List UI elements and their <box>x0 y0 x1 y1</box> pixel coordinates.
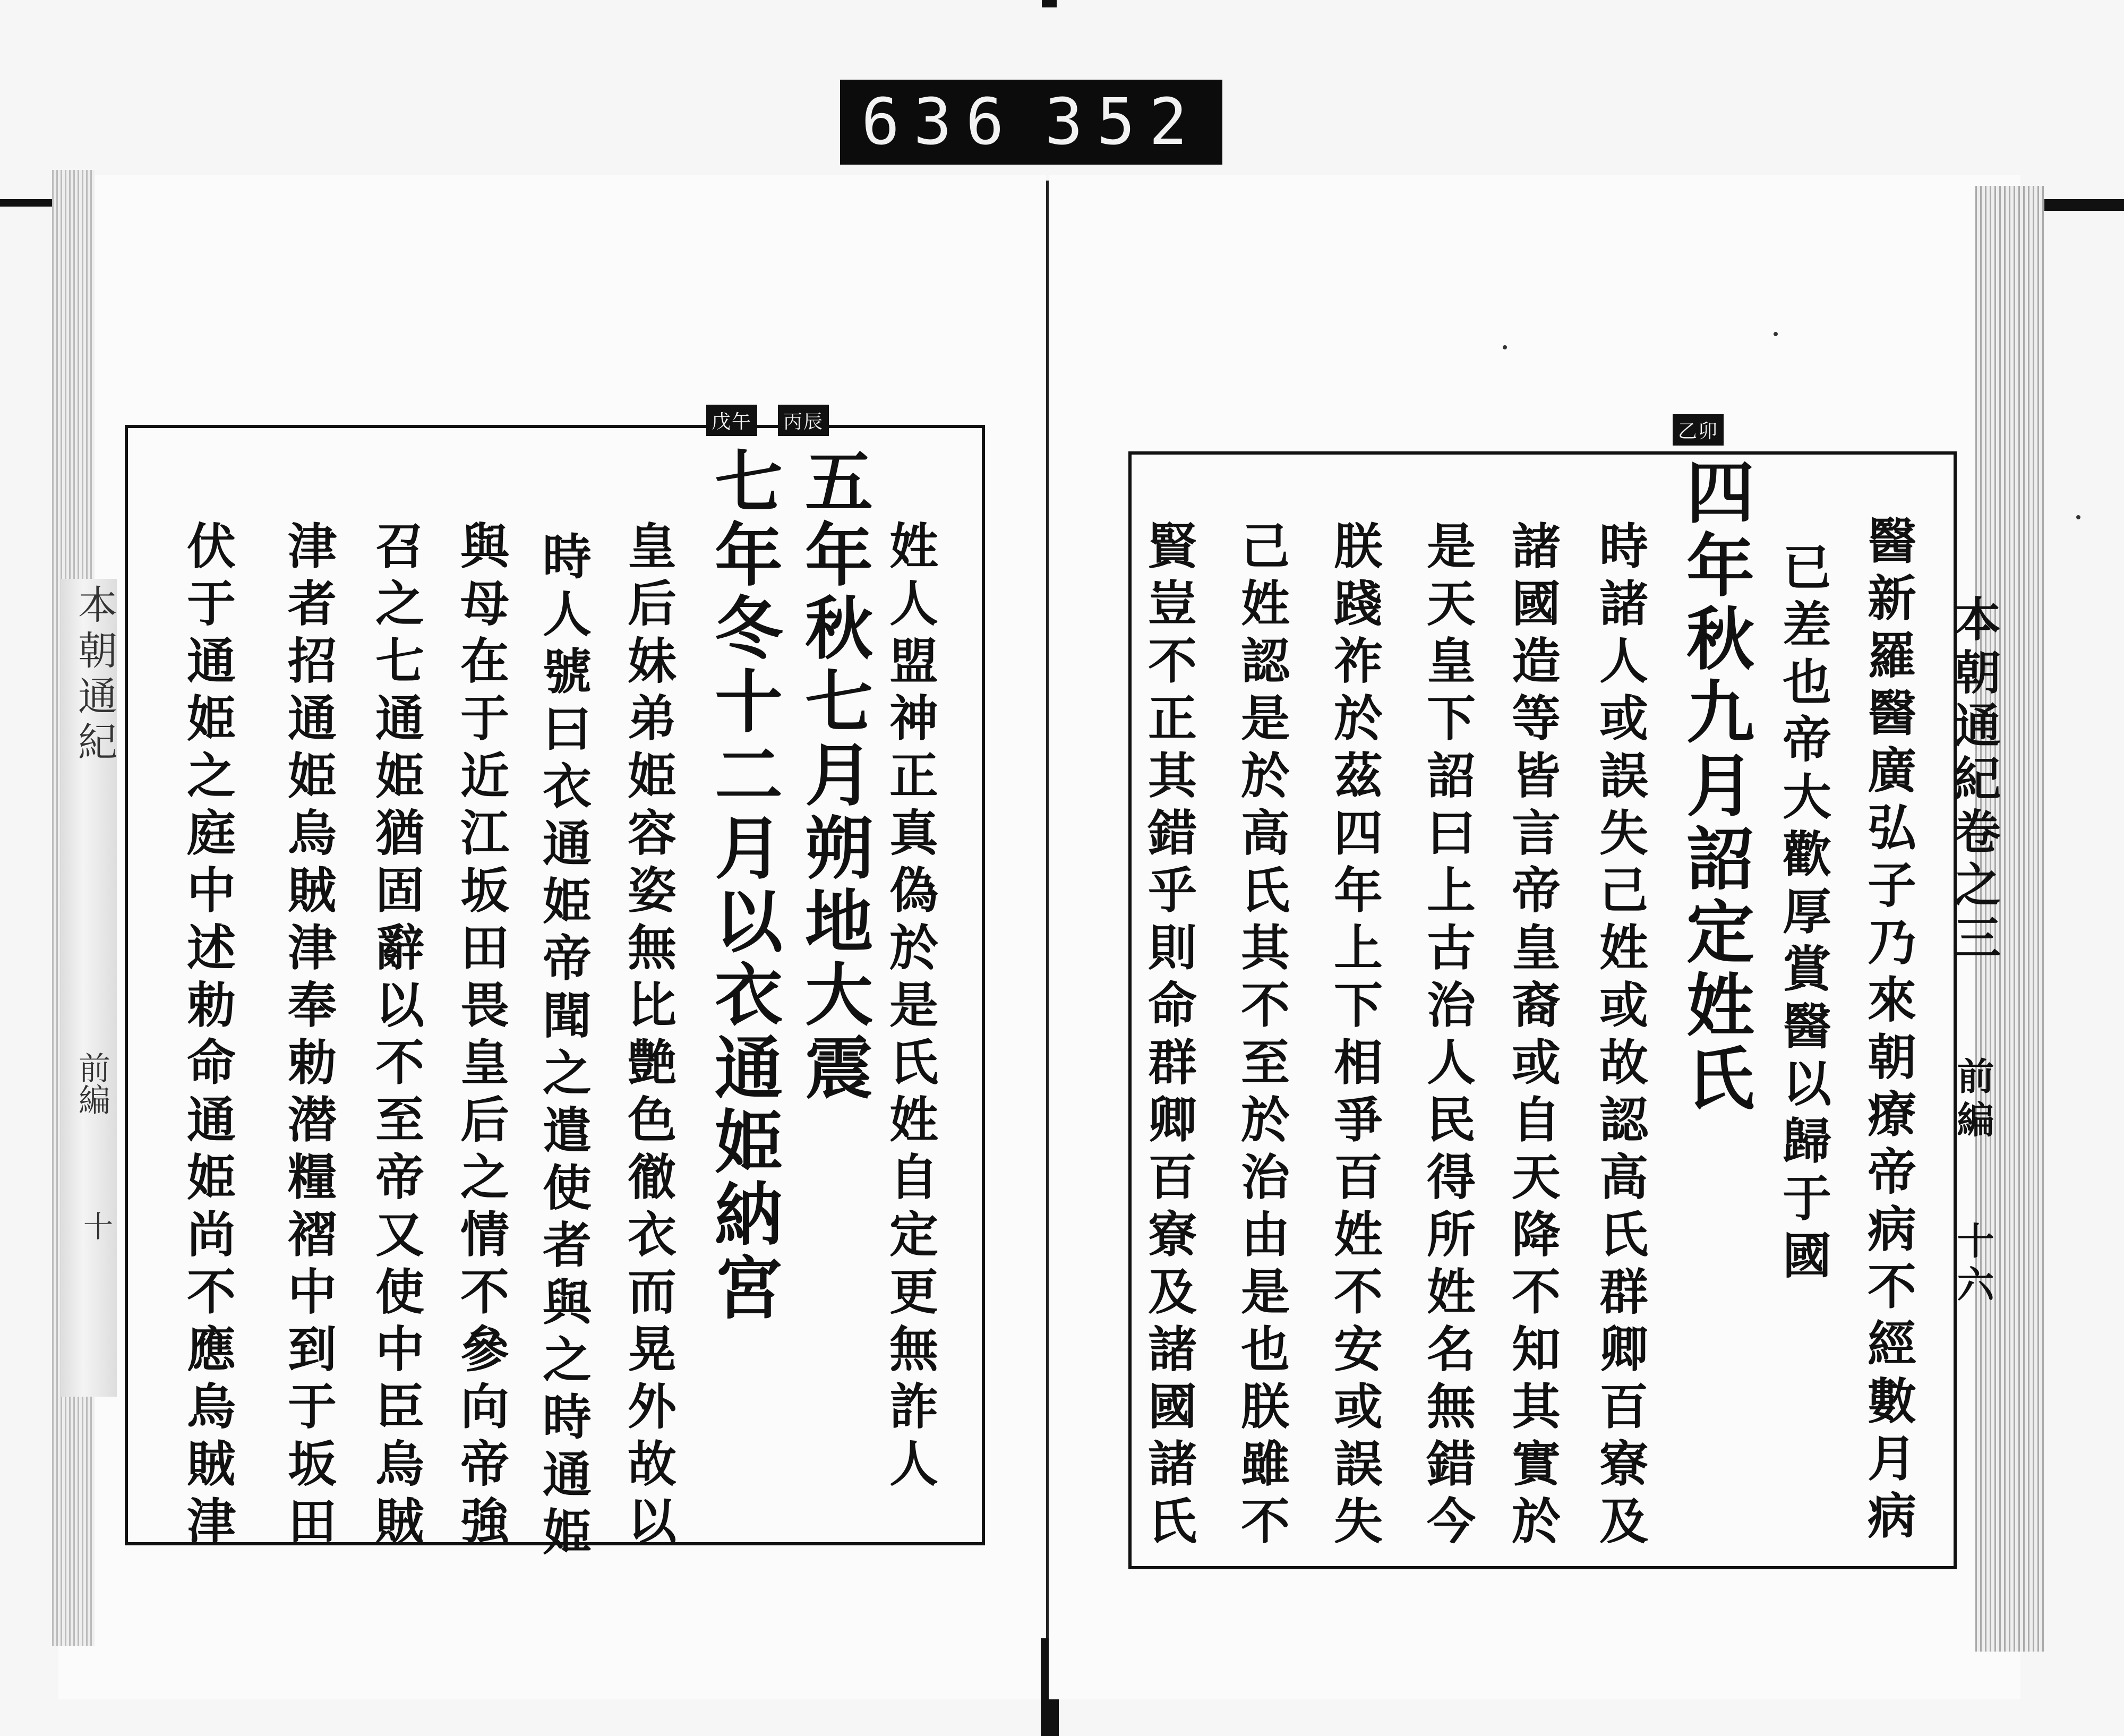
text-column: 時諸人或誤失己姓或故認高氏群卿百寮及 <box>1591 520 1649 1553</box>
text-column: 醫新羅醫廣弘子乃來朝療帝病不經數月病 <box>1860 515 1917 1547</box>
scan-speck <box>1774 332 1778 336</box>
text-column: 召之七通姫猶固辭以不至帝又使中臣烏賊 <box>367 520 425 1553</box>
film-notch <box>1042 0 1057 7</box>
text-column: 津者招通姫烏賊津奉勅潜糧褶中到于坂田 <box>280 520 337 1553</box>
text-column: 姓人盟神正真偽於是氏姓自定更無詐人 <box>881 520 939 1495</box>
year-heading: 七年冬十二月以衣通姫納宮 <box>703 446 783 1325</box>
text-column: 時人號曰衣通姫帝聞之遣使者與之時通姫 <box>535 531 592 1563</box>
volume-section: 前編 <box>1951 1057 1995 1144</box>
text-column: 已差也帝大歡厚賞醫以歸于國 <box>1775 542 1832 1287</box>
scan-speck <box>2076 515 2080 519</box>
text-column: 是天皇下詔曰上古治人民得所姓名無錯今 <box>1419 520 1476 1553</box>
year-heading: 四年秋九月詔定姓氏 <box>1675 457 1754 1116</box>
reel-frame-number: 636 <box>861 85 1018 159</box>
text-column: 伏于通姫之庭中述勅命通姫尚不應烏賊津 <box>179 520 236 1553</box>
left-margin-title: 本朝通紀 <box>72 584 117 767</box>
left-margin-page-number: 十 <box>79 1211 113 1241</box>
volume-page-number: 十六 <box>1951 1221 1995 1309</box>
film-bar-left <box>0 199 58 207</box>
year-heading: 五年秋七月朔地大震 <box>793 446 873 1106</box>
scan-speck <box>1503 345 1507 349</box>
cyclical-tag-yimao: 乙卯 <box>1673 414 1724 446</box>
left-margin-section: 前編 <box>73 1051 110 1115</box>
reel-label <box>840 80 1222 165</box>
text-column: 賢豈不正其錯乎則命群卿百寮及諸國諸氏 <box>1140 520 1197 1553</box>
cyclical-tag-bingchen: 丙辰 <box>778 405 829 436</box>
reel-sheet-number: 352 <box>1044 85 1201 159</box>
volume-title: 本朝通紀卷之三 <box>1947 595 2002 967</box>
film-bar-right <box>2039 199 2124 211</box>
text-column: 與母在于近江坂田畏皇后之情不參向帝強 <box>452 520 510 1553</box>
text-column: 諸國造等皆言帝皇裔或自天降不知其實於 <box>1504 520 1561 1553</box>
text-column: 朕踐祚於茲四年上下相爭百姓不安或誤失 <box>1326 520 1383 1553</box>
cyclical-tag-wuwu: 戊午 <box>706 405 757 436</box>
text-column: 己姓認是於高氏其不至於治由是也朕雖不 <box>1233 520 1290 1553</box>
text-column: 皇后妹弟姫容姿無比艶色徹衣而晃外故以 <box>620 520 677 1553</box>
